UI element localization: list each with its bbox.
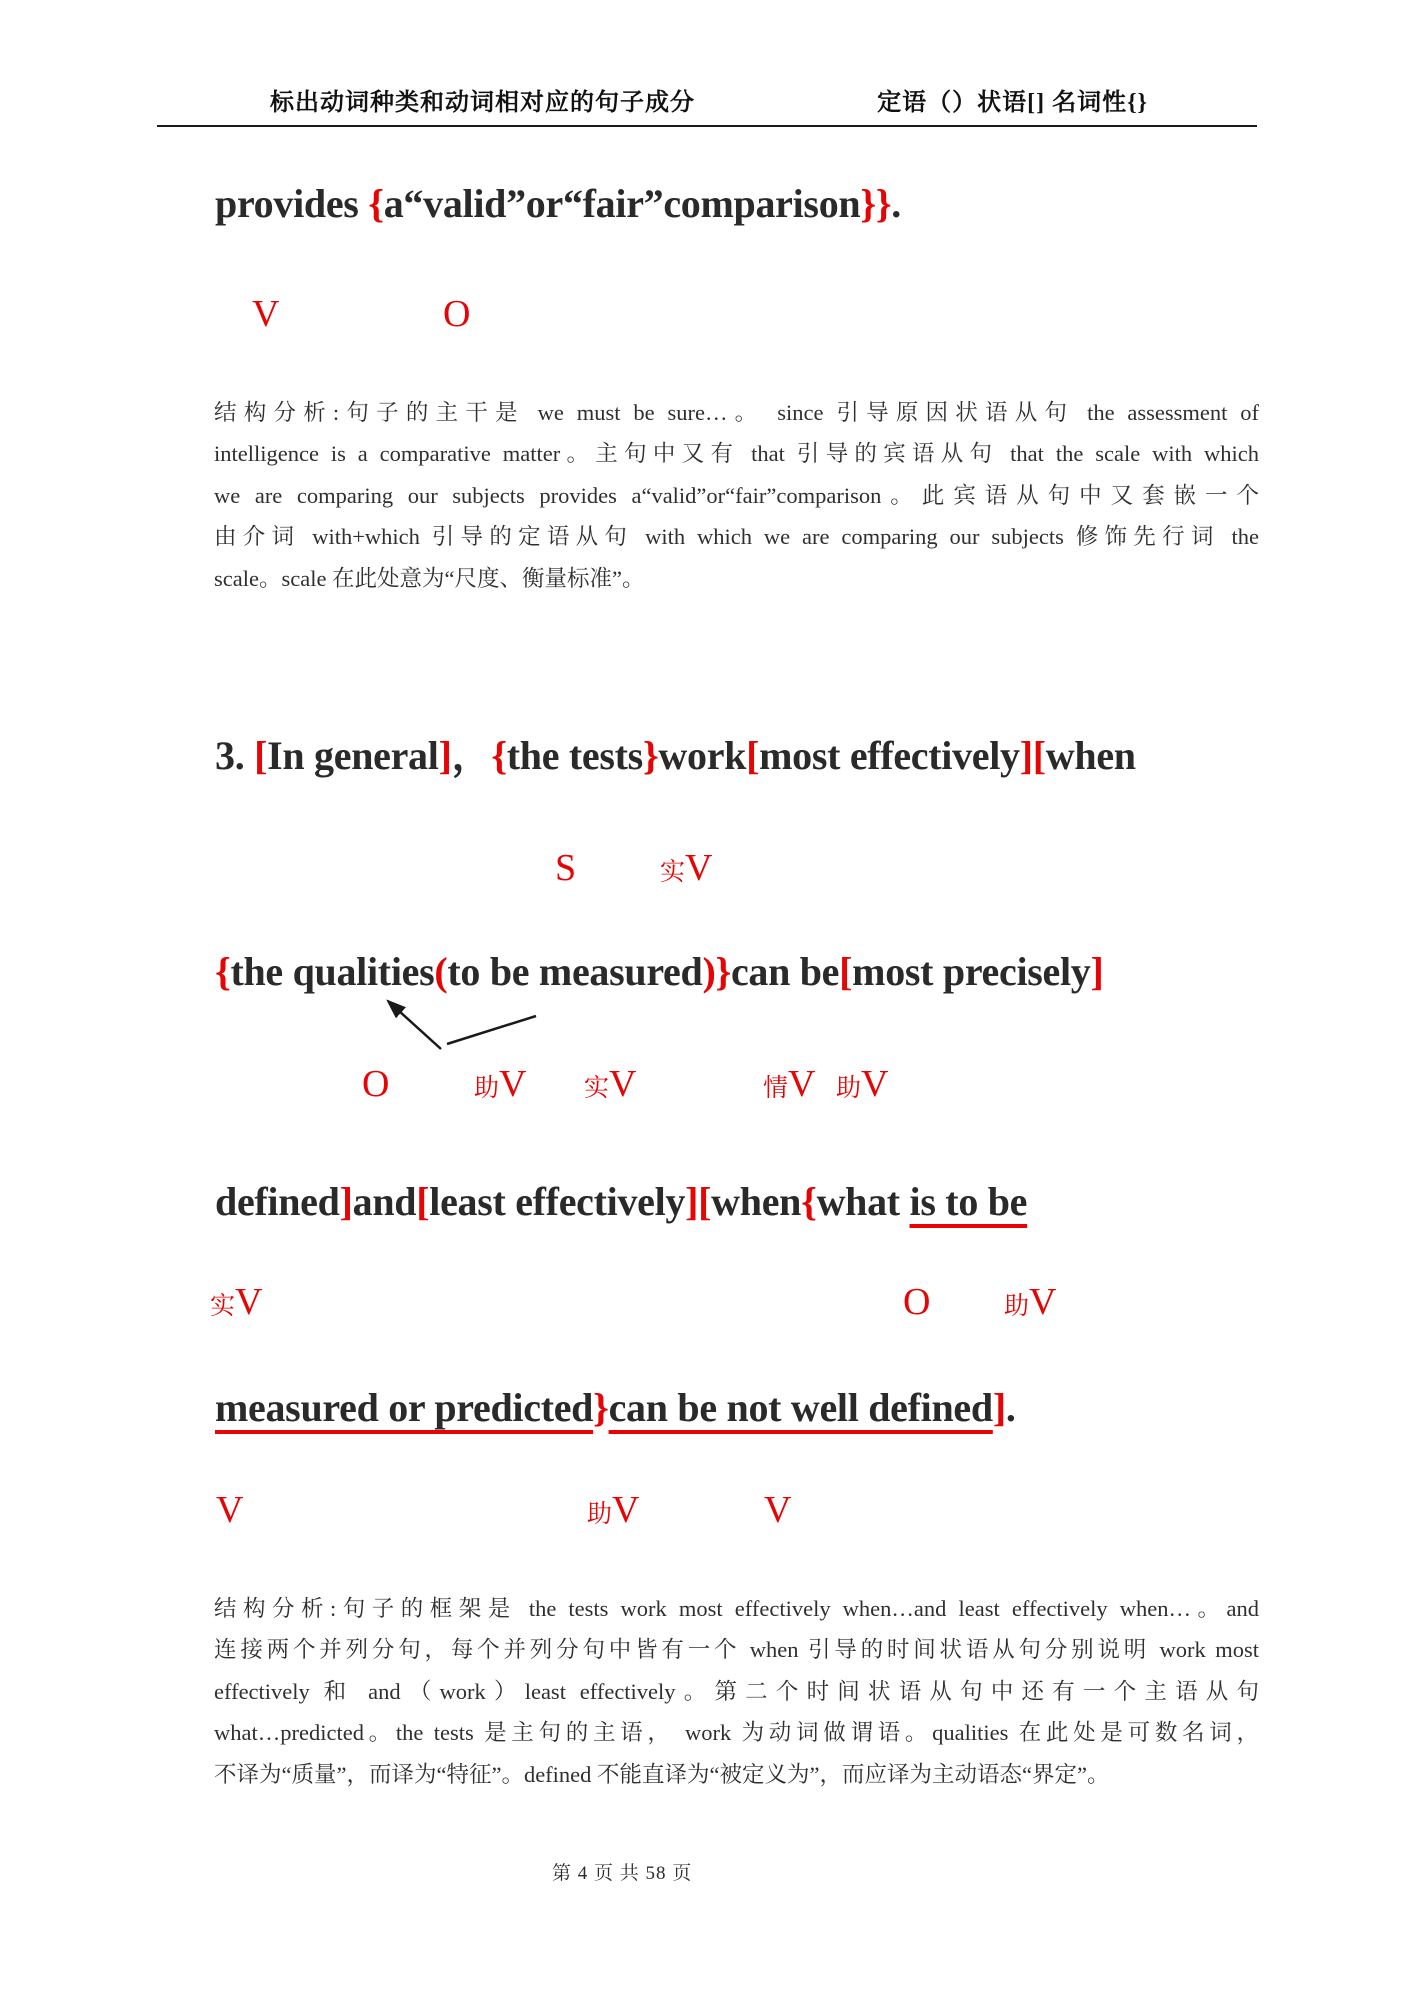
sentence-1-text: a“valid”or“fair”comparison: [383, 181, 861, 226]
sentence-text: In general: [267, 733, 439, 778]
sentence-text: work: [658, 733, 747, 778]
grammar-label-shi-v: 实V: [660, 847, 713, 889]
analysis-line: 由介词 with+which 引导的定语从句 with which we are comparing our subjects 修饰先行词 the: [214, 524, 1259, 550]
label-row-2: [0, 846, 1414, 896]
open-brace: {: [491, 733, 507, 778]
header-divider: [157, 125, 1257, 127]
comma: ，: [451, 733, 492, 778]
open-brace: {: [801, 1179, 817, 1224]
label-row-4: [0, 1280, 1414, 1330]
grammar-label-s: S: [555, 847, 577, 889]
analysis-paragraph-2: [214, 1588, 1259, 1795]
grammar-label-o: O: [903, 1281, 931, 1323]
grammar-label-o: O: [362, 1063, 390, 1105]
sentence-text: and: [352, 1179, 417, 1224]
sentence-text: to be measured: [447, 949, 703, 994]
arrow-to-qualities: [388, 1001, 441, 1049]
sentence-text: least effectively: [429, 1179, 686, 1224]
analysis-line: scale。scale 在此处意为“尺度、衡量标准”。: [214, 565, 645, 591]
sentence-text: what: [816, 1179, 910, 1224]
underlined-text: is to be: [909, 1179, 1028, 1224]
sentence-text: can be: [730, 949, 840, 994]
grammar-label-v: V: [216, 1489, 244, 1531]
sentence-text: the tests: [506, 733, 643, 778]
label-row-3: [0, 1062, 1414, 1112]
grammar-label-zhu-v: 助V: [587, 1489, 640, 1531]
sentence-1-text: provides: [215, 181, 369, 226]
open-bracket: [: [839, 949, 853, 994]
arrow-annotation: [370, 993, 550, 1055]
sentence-3-line-2: [215, 948, 1104, 996]
sentence-3-line-4: [215, 1384, 1016, 1432]
sentence-3-line-3: [215, 1178, 1027, 1226]
open-bracket: [: [254, 733, 268, 778]
brackets: ][: [1019, 733, 1046, 778]
grammar-label-shi-v: 实V: [210, 1281, 263, 1323]
grammar-label-v: V: [764, 1489, 792, 1531]
label-row-5: [0, 1488, 1414, 1538]
underlined-text: measured or predicted: [215, 1385, 594, 1430]
open-brace: {: [215, 949, 231, 994]
underlined-text: can be not well defined: [608, 1385, 993, 1430]
item-number: 3.: [215, 733, 255, 778]
header-right-legend: 定语（）状语[] 名词性{}: [877, 90, 1148, 116]
analysis-line: 结构分析:句子的主干是 we must be sure…。 since 引导原因状语从句 the assessment of: [214, 400, 1259, 425]
analysis-line: 连接两个并列分句，每个并列分句中皆有一个 when 引导的时间状语从句分别说明 work most: [214, 1637, 1259, 1663]
open-brace: {: [368, 181, 384, 226]
sentence-text: the qualities: [230, 949, 435, 994]
grammar-label-zhu-v: 助V: [1004, 1281, 1057, 1323]
close-braces: }}: [860, 181, 892, 226]
grammar-label-o: O: [443, 293, 471, 335]
line-to-to-be-measured: [447, 1016, 536, 1044]
analysis-line: we are comparing our subjects provides a“valid”or“fair”comparison。此宾语从句中又套嵌一个: [214, 482, 1259, 508]
grammar-label-v: V: [252, 293, 280, 335]
close-brace: }: [642, 733, 659, 778]
sentence-period: .: [1005, 1385, 1016, 1430]
analysis-line: effectively 和 and（work）least effectively。第二个时间状语从句中还有一个主语从句: [214, 1678, 1259, 1704]
close-bracket: ]: [438, 733, 452, 778]
grammar-label-qing-v: 情V: [763, 1063, 816, 1105]
sentence-text: when: [1045, 733, 1136, 778]
sentence-1-period: .: [891, 181, 901, 226]
grammar-label-zhu-v: 助V: [836, 1063, 889, 1105]
close-brace: }: [593, 1385, 609, 1430]
sentence-text: when: [711, 1179, 802, 1224]
analysis-line: 不译为“质量”，而译为“特征”。defined 不能直译为“被定义为”，而应译为主动语态“界定”。: [214, 1761, 1110, 1787]
page-footer: 第 4 页 共 58 页: [552, 1863, 693, 1884]
analysis-line: what…predicted。the tests 是主句的主语， work 为动词做谓语。qualities 在此处是可数名词，: [214, 1720, 1259, 1746]
close-bracket: ]: [992, 1385, 1006, 1430]
brackets: ][: [685, 1179, 712, 1224]
sentence-text: most effectively: [759, 733, 1020, 778]
open-bracket: [: [416, 1179, 430, 1224]
sentence-text: defined: [215, 1179, 340, 1224]
grammar-label-zhu-v: 助V: [474, 1063, 527, 1105]
close-bracket: ]: [1090, 949, 1104, 994]
label-row-1: [0, 292, 1414, 342]
open-bracket: [: [746, 733, 760, 778]
analysis-line: intelligence is a comparative matter。主句中又有 that 引导的宾语从句 that the scale with which: [214, 441, 1259, 467]
analysis-line: 结构分析:句子的框架是 the tests work most effectively when…and least effectively when…。and: [214, 1596, 1259, 1621]
open-paren: (: [434, 949, 448, 994]
sentence-text: most precisely: [852, 949, 1091, 994]
sentence-1: [215, 180, 901, 228]
header-left-title: 标出动词种类和动词相对应的句子成分: [270, 90, 695, 116]
analysis-paragraph-1: [214, 392, 1259, 599]
close-paren-brace: )}: [702, 949, 731, 994]
grammar-label-shi-v: 实V: [584, 1063, 637, 1105]
sentence-3-line-1: [215, 732, 1136, 780]
close-bracket: ]: [339, 1179, 353, 1224]
